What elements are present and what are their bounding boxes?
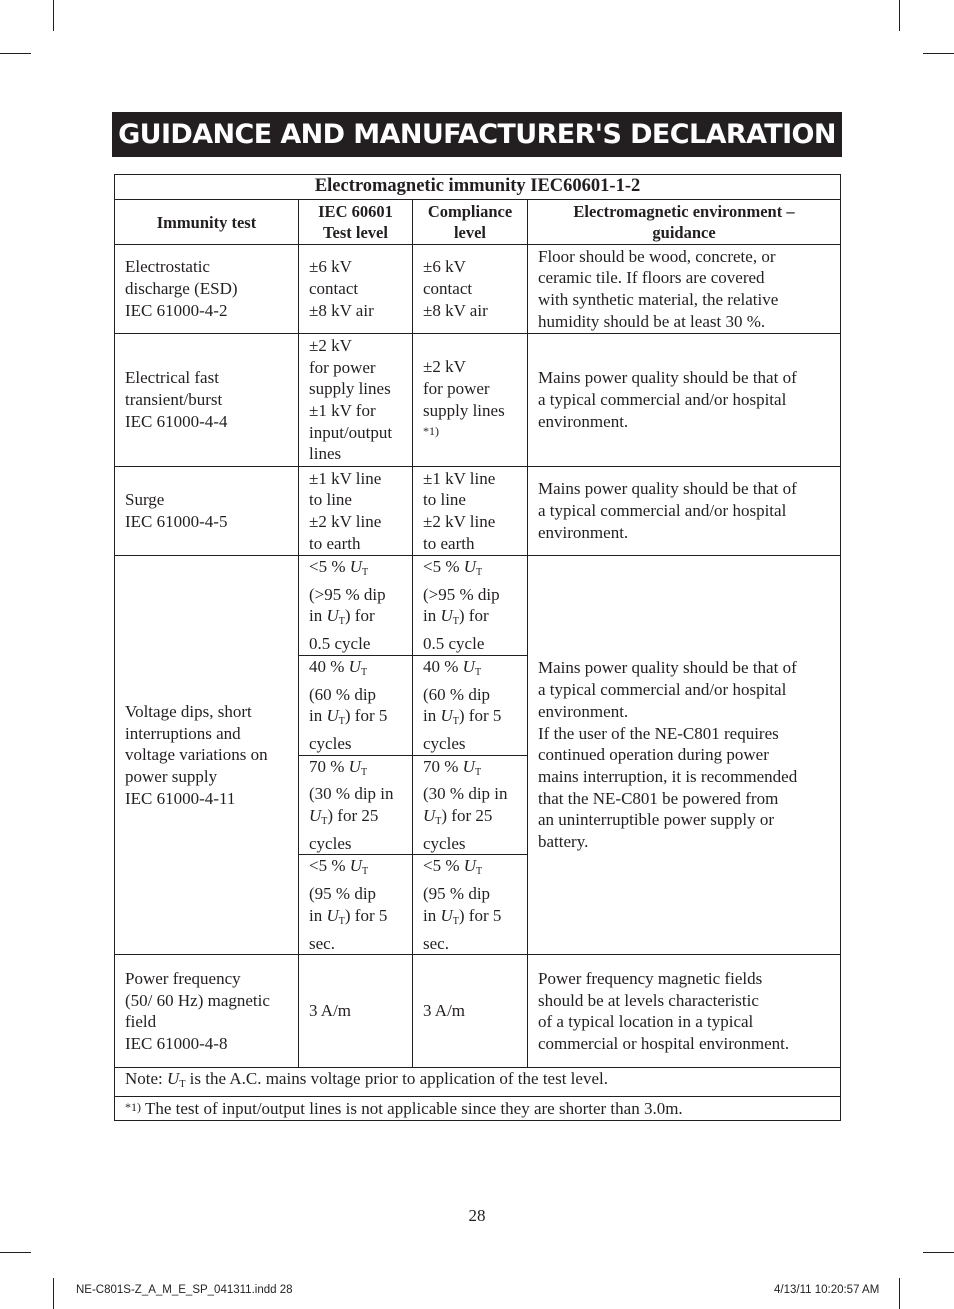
guidance-cell bbox=[528, 467, 841, 556]
text-line: <5 % bbox=[423, 557, 464, 576]
text-line: ±1 kV line bbox=[309, 468, 382, 488]
text-line: environment. bbox=[538, 522, 629, 542]
text-line: ±1 kV line bbox=[423, 468, 496, 488]
ut-symbol: U bbox=[440, 606, 453, 626]
text-line: 0.5 cycle bbox=[309, 634, 371, 654]
text-line: <5 % bbox=[309, 557, 350, 576]
text-line: (30 % dip in bbox=[309, 784, 394, 804]
text-line: cycles bbox=[309, 833, 352, 853]
ut-subscript: T bbox=[435, 816, 442, 828]
text-line: contact bbox=[309, 279, 359, 299]
text-line: (>95 % dip bbox=[309, 584, 386, 604]
text-line: Floor should be wood, concrete, or bbox=[538, 246, 776, 266]
text-line: ) for 5 bbox=[344, 905, 388, 925]
test-level-cell bbox=[299, 556, 413, 656]
text-line: a typical commercial and/or hospital bbox=[538, 501, 787, 521]
header-line: guidance bbox=[652, 223, 716, 242]
compliance-level-cell: 3 A/m bbox=[413, 955, 528, 1068]
text-line: for power bbox=[309, 357, 376, 377]
table-row-eft bbox=[115, 334, 841, 467]
text-line: Power frequency bbox=[125, 968, 241, 988]
text-line: IEC 61000-4-4 bbox=[125, 411, 228, 431]
ut-subscript: T bbox=[338, 915, 345, 927]
text-line: (95 % dip bbox=[309, 884, 377, 904]
slug-timestamp: 4/13/11 10:20:57 AM bbox=[774, 1284, 880, 1296]
compliance-level-cell bbox=[413, 467, 528, 556]
note-text: is the A.C. mains voltage prior to application of the test level. bbox=[185, 1069, 608, 1089]
slug-file-name: NE-C801S-Z_A_M_E_SP_041311.indd 28 bbox=[76, 1284, 293, 1296]
ut-symbol: U bbox=[326, 905, 339, 925]
page-title: GUIDANCE AND MANUFACTURER'S DECLARATION bbox=[112, 112, 842, 157]
header-line: level bbox=[453, 223, 487, 242]
text-line: an uninterruptible power supply or bbox=[538, 810, 775, 830]
note-cell bbox=[115, 1068, 841, 1097]
text-line: input/output bbox=[309, 422, 393, 442]
text-line: lines bbox=[309, 444, 342, 464]
ut-symbol: U bbox=[309, 806, 322, 826]
immunity-test-cell bbox=[115, 556, 299, 955]
text-line: ) for 5 bbox=[344, 706, 388, 726]
text-line: cycles bbox=[309, 733, 352, 753]
table-row-esd bbox=[115, 245, 841, 334]
text-line: voltage variations on bbox=[125, 745, 268, 765]
text-line: humidity should be at least 30 %. bbox=[538, 311, 766, 331]
ut-symbol: U bbox=[349, 557, 363, 576]
text-line: (60 % dip bbox=[309, 684, 377, 704]
text-line: ±2 kV line bbox=[423, 512, 496, 531]
compliance-level-cell bbox=[413, 755, 528, 855]
text-line: a typical commercial and/or hospital bbox=[538, 680, 787, 700]
text-line: ±8 kV air bbox=[423, 300, 488, 320]
text-line: discharge (ESD) bbox=[125, 279, 238, 299]
text-line: commercial or hospital environment. bbox=[538, 1033, 790, 1053]
text-line: for power bbox=[423, 378, 490, 398]
text-line: If the user of the NE-C801 requires bbox=[538, 723, 779, 743]
header-line: Compliance bbox=[427, 202, 513, 221]
text-line: to line bbox=[309, 490, 352, 510]
text-line: 70 % bbox=[423, 756, 463, 776]
text-line: ) for 5 bbox=[458, 905, 502, 925]
ut-symbol: U bbox=[326, 706, 339, 726]
text-line: Voltage dips, short bbox=[125, 701, 252, 721]
text-line: should be at levels characteristic bbox=[538, 990, 759, 1010]
column-header-compliance-level bbox=[413, 200, 528, 245]
ut-subscript: T bbox=[360, 766, 368, 778]
crop-mark-top-left-horizontal bbox=[0, 53, 31, 54]
ut-subscript: T bbox=[179, 1079, 186, 1091]
ut-symbol: U bbox=[463, 557, 477, 576]
table-title-row bbox=[115, 175, 841, 200]
text-line: a typical commercial and/or hospital bbox=[538, 390, 787, 410]
text-line: in bbox=[309, 905, 327, 925]
text-line: supply lines bbox=[423, 400, 505, 420]
ut-subscript: T bbox=[474, 666, 482, 678]
text-line: that the NE-C801 be powered from bbox=[538, 788, 779, 808]
text-line: Electrostatic bbox=[125, 257, 210, 277]
column-header-environment bbox=[528, 200, 841, 245]
table-header-row bbox=[115, 200, 841, 245]
note-prefix: Note: bbox=[125, 1069, 168, 1089]
compliance-level-cell bbox=[413, 855, 528, 955]
text-line: <5 % bbox=[423, 856, 464, 876]
column-header-immunity-test: Immunity test bbox=[115, 200, 299, 245]
text-line: ±2 kV bbox=[423, 357, 466, 377]
footnote-marker: *1) bbox=[125, 1099, 141, 1114]
text-line: ceramic tile. If floors are covered bbox=[538, 268, 765, 288]
text-line: to earth bbox=[423, 533, 475, 553]
ut-subscript: T bbox=[452, 616, 459, 628]
ut-subscript: T bbox=[476, 567, 483, 578]
text-line: 40 % bbox=[423, 656, 463, 676]
text-line: ) for 5 bbox=[458, 706, 502, 726]
test-level-cell bbox=[299, 755, 413, 855]
ut-symbol: U bbox=[462, 756, 475, 776]
page-number: 28 bbox=[468, 1206, 486, 1225]
test-level-cell bbox=[299, 245, 413, 334]
text-line: ) for bbox=[458, 606, 489, 626]
text-line: (60 % dip bbox=[423, 684, 491, 704]
text-line: IEC 61000-4-8 bbox=[125, 1033, 228, 1053]
text-line: sec. bbox=[423, 933, 449, 953]
guidance-cell bbox=[528, 334, 841, 467]
text-line: ±8 kV air bbox=[309, 300, 374, 320]
column-header-test-level bbox=[299, 200, 413, 245]
text-line: (50/ 60 Hz) magnetic bbox=[125, 990, 270, 1010]
text-line: (30 % dip in bbox=[423, 784, 508, 804]
ut-symbol: U bbox=[440, 905, 453, 925]
text-line: of a typical location in a typical bbox=[538, 1012, 754, 1032]
text-line: Surge bbox=[125, 490, 165, 510]
text-line: ±6 kV bbox=[423, 257, 466, 277]
compliance-level-cell bbox=[413, 245, 528, 334]
ut-subscript: T bbox=[452, 915, 459, 927]
table-title: Electromagnetic immunity IEC60601-1-2 bbox=[115, 175, 841, 200]
crop-mark-bottom-left-vertical bbox=[53, 1278, 54, 1309]
ut-symbol: U bbox=[440, 706, 453, 726]
crop-mark-top-right-horizontal bbox=[923, 53, 954, 54]
compliance-level-cell bbox=[413, 556, 528, 656]
text-line: battery. bbox=[538, 832, 589, 852]
text-line: Mains power quality should be that of bbox=[538, 479, 797, 499]
ut-symbol: U bbox=[348, 656, 361, 676]
compliance-level-cell bbox=[413, 334, 528, 467]
text-line: ) for 25 bbox=[327, 806, 379, 826]
text-line: (>95 % dip bbox=[423, 584, 500, 604]
text-line: Electrical fast bbox=[125, 368, 219, 388]
ut-symbol: U bbox=[349, 856, 363, 876]
text-line: 40 % bbox=[309, 656, 349, 676]
text-line: IEC 61000-4-2 bbox=[125, 300, 228, 320]
text-line: Mains power quality should be that of bbox=[538, 368, 797, 388]
text-line: to line bbox=[423, 490, 466, 510]
ut-symbol: U bbox=[348, 756, 361, 776]
crop-mark-top-right-vertical bbox=[899, 0, 900, 31]
text-line: contact bbox=[423, 279, 473, 299]
immunity-test-cell bbox=[115, 955, 299, 1068]
footnote-cell bbox=[115, 1096, 841, 1120]
table-note-row bbox=[115, 1068, 841, 1097]
ut-symbol: U bbox=[326, 606, 339, 626]
text-line: sec. bbox=[309, 933, 335, 953]
text-line: ±6 kV bbox=[309, 257, 352, 277]
text-line: cycles bbox=[423, 733, 466, 753]
immunity-test-cell bbox=[115, 245, 299, 334]
immunity-test-cell bbox=[115, 334, 299, 467]
ut-symbol: U bbox=[167, 1069, 180, 1089]
ut-subscript: T bbox=[452, 716, 459, 728]
text-line: cycles bbox=[423, 833, 466, 853]
header-line: Test level bbox=[323, 223, 388, 242]
text-line: IEC 61000-4-11 bbox=[125, 788, 236, 808]
test-level-cell bbox=[299, 855, 413, 955]
ut-subscript: T bbox=[476, 866, 483, 878]
text-line: in bbox=[423, 905, 441, 925]
ut-subscript: T bbox=[338, 616, 345, 628]
text-line: environment. bbox=[538, 701, 629, 721]
text-line: <5 % bbox=[309, 856, 350, 876]
crop-mark-bottom-right-vertical bbox=[899, 1278, 900, 1309]
test-level-cell: 3 A/m bbox=[299, 955, 413, 1068]
text-line: (95 % dip bbox=[423, 884, 491, 904]
text-line: transient/burst bbox=[125, 390, 223, 410]
text-line: supply lines bbox=[309, 379, 391, 399]
crop-mark-bottom-left-horizontal bbox=[0, 1252, 31, 1253]
text-line: 70 % bbox=[309, 756, 349, 776]
table-footnote-row bbox=[115, 1096, 841, 1120]
guidance-cell bbox=[528, 955, 841, 1068]
compliance-level-cell bbox=[413, 655, 528, 755]
ut-symbol: U bbox=[423, 806, 436, 826]
text-line: ) for 25 bbox=[441, 806, 493, 826]
ut-symbol: U bbox=[462, 656, 475, 676]
test-level-cell bbox=[299, 655, 413, 755]
ut-subscript: T bbox=[362, 567, 369, 578]
table-row-power-frequency bbox=[115, 955, 841, 1068]
guidance-cell bbox=[528, 245, 841, 334]
ut-subscript: T bbox=[338, 716, 345, 728]
header-line: IEC 60601 bbox=[318, 202, 393, 221]
test-level-cell bbox=[299, 467, 413, 556]
text-line: to earth bbox=[309, 533, 361, 553]
text-line: ±2 kV line bbox=[309, 512, 382, 531]
text-line: IEC 61000-4-5 bbox=[125, 512, 228, 531]
crop-mark-top-left-vertical bbox=[53, 0, 54, 31]
table-row-surge bbox=[115, 467, 841, 556]
ut-subscript: T bbox=[362, 866, 369, 878]
text-line: mains interruption, it is recommended bbox=[538, 766, 798, 786]
text-line: Mains power quality should be that of bbox=[538, 658, 797, 678]
text-line: interruptions and bbox=[125, 723, 241, 743]
emc-immunity-table bbox=[114, 174, 841, 1121]
text-line: continued operation during power bbox=[538, 745, 769, 765]
text-line: ±1 kV for bbox=[309, 401, 376, 420]
text-line: Power frequency magnetic fields bbox=[538, 968, 763, 988]
text-line: in bbox=[309, 706, 327, 726]
ut-subscript: T bbox=[321, 816, 328, 828]
ut-subscript: T bbox=[474, 766, 482, 778]
text-line: ) for bbox=[344, 606, 375, 626]
header-line: Electromagnetic environment – bbox=[573, 202, 795, 221]
footnote-marker: *1) bbox=[423, 424, 439, 439]
ut-subscript: T bbox=[360, 666, 368, 678]
table-row-voltage-dips bbox=[115, 556, 841, 656]
immunity-test-cell bbox=[115, 467, 299, 556]
ut-symbol: U bbox=[463, 856, 477, 876]
guidance-cell bbox=[528, 556, 841, 955]
text-line: 0.5 cycle bbox=[423, 634, 485, 654]
text-line: with synthetic material, the relative bbox=[538, 290, 779, 309]
crop-mark-bottom-right-horizontal bbox=[923, 1252, 954, 1253]
footnote-text: The test of input/output lines is not applicable since they are shorter than 3.0m. bbox=[141, 1098, 683, 1118]
text-line: in bbox=[423, 706, 441, 726]
text-line: ±2 kV bbox=[309, 335, 352, 355]
text-line: field bbox=[125, 1012, 157, 1032]
test-level-cell bbox=[299, 334, 413, 467]
text-line: in bbox=[423, 606, 441, 626]
text-line: power supply bbox=[125, 766, 218, 786]
text-line: in bbox=[309, 606, 327, 626]
text-line: environment. bbox=[538, 411, 629, 431]
